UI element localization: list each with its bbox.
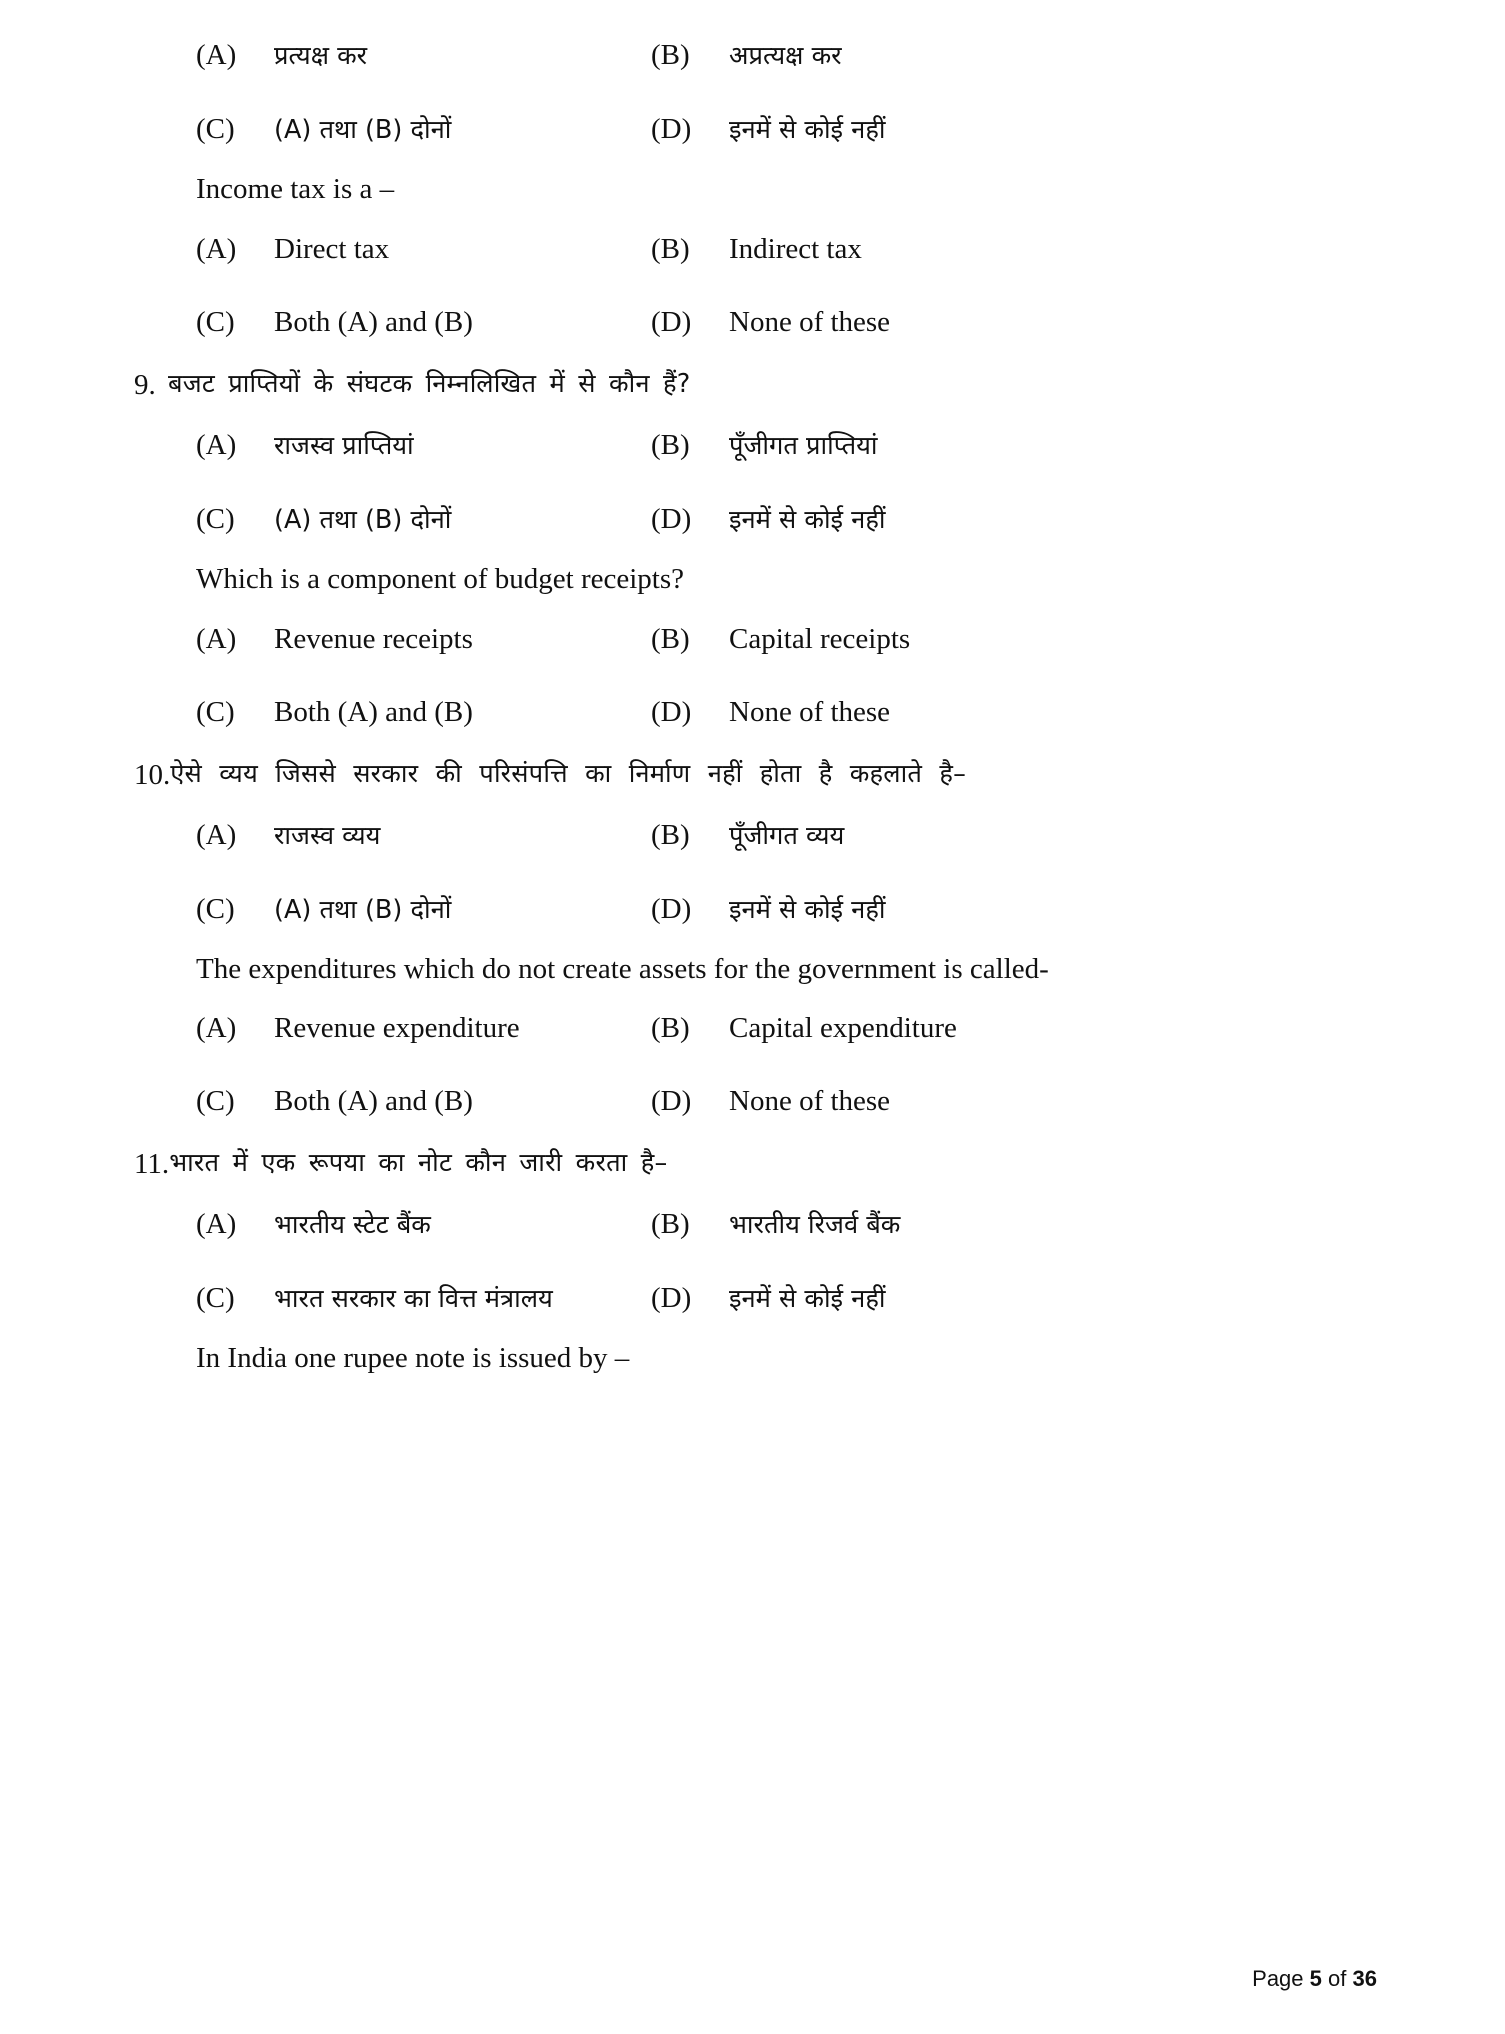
option-label-c: (C) xyxy=(196,695,235,728)
option-b xyxy=(651,1207,900,1241)
question-stem-en xyxy=(150,1341,1380,1376)
question-11 xyxy=(134,1148,1380,1181)
option-text-b: Capital expenditure xyxy=(729,1012,957,1045)
option-label-a: (A) xyxy=(196,1208,237,1241)
option-label-b: (B) xyxy=(651,428,690,461)
option-label-d: (D) xyxy=(651,695,692,728)
option-text-d: इनमें से कोई नहीं xyxy=(729,1284,886,1315)
option-text-b: पूँजीगत प्राप्तियां xyxy=(729,430,878,461)
option-c xyxy=(196,892,651,926)
question-stem-en xyxy=(150,172,1380,207)
option-text-b: Indirect tax xyxy=(729,232,862,265)
option-text-d: इनमें से कोई नहीं xyxy=(729,504,886,535)
option-b xyxy=(651,428,878,462)
footer-page-number: 5 xyxy=(1309,1966,1322,1991)
option-row xyxy=(196,1012,1380,1045)
option-d xyxy=(651,1281,885,1315)
footer-total-pages: 36 xyxy=(1352,1966,1377,1991)
option-text-a: भारतीय स्टेट बैंक xyxy=(274,1210,431,1241)
option-a xyxy=(196,818,651,852)
option-d xyxy=(651,502,885,536)
option-row xyxy=(196,892,1380,926)
option-text-a: राजस्व प्राप्तियां xyxy=(274,430,414,461)
option-label-b: (B) xyxy=(651,622,690,655)
option-text-c: Both (A) and (B) xyxy=(274,305,473,338)
option-text-c: Both (A) and (B) xyxy=(274,695,473,728)
footer-middle: of xyxy=(1328,1966,1347,1991)
option-row xyxy=(196,233,1380,266)
option-label-c: (C) xyxy=(196,1085,235,1118)
option-label-b: (B) xyxy=(651,39,690,71)
option-b xyxy=(651,1012,957,1045)
option-c xyxy=(196,1281,651,1315)
option-label-a: (A) xyxy=(196,232,237,265)
option-d xyxy=(651,306,890,339)
option-text-a: Direct tax xyxy=(274,232,390,265)
option-text-b: अप्रत्यक्ष कर xyxy=(729,41,842,71)
option-a xyxy=(196,38,651,72)
option-label-d: (D) xyxy=(651,1282,692,1315)
option-text-a: राजस्व व्यय xyxy=(274,820,381,851)
option-row xyxy=(196,428,1380,462)
option-row xyxy=(196,818,1380,852)
question-stem-en-text: Income tax is a – xyxy=(196,173,395,205)
option-row xyxy=(196,623,1380,656)
option-label-a: (A) xyxy=(196,428,237,461)
option-row xyxy=(196,112,1380,146)
option-label-a: (A) xyxy=(196,1012,237,1045)
option-row xyxy=(196,306,1380,339)
option-label-c: (C) xyxy=(196,892,235,925)
option-row xyxy=(196,1207,1380,1241)
option-label-a: (A) xyxy=(196,818,237,851)
question-9-stem-hi: बजट प्राप्तियों के संघटक निम्नलिखित में से कौन हैं? xyxy=(168,368,691,399)
option-label-c: (C) xyxy=(196,502,235,535)
option-a xyxy=(196,233,651,266)
option-b xyxy=(651,38,842,72)
option-label-c: (C) xyxy=(196,305,235,338)
page-content xyxy=(134,38,1380,1376)
question-10-stem-en: The expenditures which do not create assets for the government is called- xyxy=(196,952,1049,985)
option-label-b: (B) xyxy=(651,232,690,265)
option-text-b: पूँजीगत व्यय xyxy=(729,820,845,851)
option-row xyxy=(196,1281,1380,1315)
question-stem-en xyxy=(150,562,1380,597)
option-text-c: (A) तथा (B) दोनों xyxy=(274,504,452,535)
option-c xyxy=(196,112,651,146)
option-text-b: भारतीय रिजर्व बैंक xyxy=(729,1210,901,1241)
option-text-a: Revenue expenditure xyxy=(274,1012,520,1045)
option-c xyxy=(196,502,651,536)
option-text-d: None of these xyxy=(729,305,891,338)
option-label-c: (C) xyxy=(196,1282,235,1315)
option-b xyxy=(651,623,910,656)
option-d xyxy=(651,112,885,146)
option-a xyxy=(196,623,651,656)
option-c xyxy=(196,306,651,339)
option-text-d: इनमें से कोई नहीं xyxy=(729,894,886,925)
option-d xyxy=(651,696,890,729)
question-stem-en xyxy=(150,952,1380,987)
option-label-d: (D) xyxy=(651,1085,692,1118)
option-a xyxy=(196,428,651,462)
question-11-stem-en: In India one rupee note is issued by – xyxy=(196,1342,630,1375)
question-10 xyxy=(134,759,1380,792)
option-label-d: (D) xyxy=(651,892,692,925)
question-number-9: 9. xyxy=(134,368,156,401)
option-row xyxy=(196,1085,1380,1118)
option-c xyxy=(196,1085,651,1118)
option-b xyxy=(651,233,862,266)
option-label-d: (D) xyxy=(651,502,692,535)
option-label-a: (A) xyxy=(196,39,237,71)
question-number-11: 11. xyxy=(134,1148,170,1181)
option-a xyxy=(196,1207,651,1241)
option-text-d: None of these xyxy=(729,1085,891,1118)
option-text-c: (A) तथा (B) दोनों xyxy=(274,115,452,145)
option-text-a: Revenue receipts xyxy=(274,622,473,655)
option-text-d: None of these xyxy=(729,695,891,728)
option-text-d: इनमें से कोई नहीं xyxy=(729,115,886,145)
option-c xyxy=(196,696,651,729)
option-d xyxy=(651,892,885,926)
option-label-c: (C) xyxy=(196,113,235,145)
option-text-c: (A) तथा (B) दोनों xyxy=(274,894,452,925)
question-9 xyxy=(134,369,1380,402)
option-row xyxy=(196,502,1380,536)
question-number-10: 10. xyxy=(134,758,171,791)
option-a xyxy=(196,1012,651,1045)
option-text-c: Both (A) and (B) xyxy=(274,1085,473,1118)
option-b xyxy=(651,818,844,852)
footer-prefix: Page xyxy=(1252,1966,1304,1991)
question-11-stem-hi: भारत में एक रूपया का नोट कौन जारी करता है– xyxy=(169,1148,668,1179)
option-label-d: (D) xyxy=(651,305,692,338)
option-row xyxy=(196,696,1380,729)
option-label-d: (D) xyxy=(651,113,692,145)
option-label-b: (B) xyxy=(651,1012,690,1045)
option-row xyxy=(196,38,1380,72)
option-text-a: प्रत्यक्ष कर xyxy=(274,41,368,71)
page-footer xyxy=(1252,1966,1377,1992)
question-10-stem-hi: ऐसे व्यय जिससे सरकार की परिसंपत्ति का निर्माण नहीं होता है कहलाते है– xyxy=(170,758,967,789)
option-text-b: Capital receipts xyxy=(729,622,911,655)
option-label-b: (B) xyxy=(651,1208,690,1241)
question-9-stem-en: Which is a component of budget receipts? xyxy=(196,562,685,595)
option-label-a: (A) xyxy=(196,622,237,655)
option-text-c: भारत सरकार का वित्त मंत्रालय xyxy=(274,1284,553,1315)
option-label-b: (B) xyxy=(651,818,690,851)
option-d xyxy=(651,1085,890,1118)
